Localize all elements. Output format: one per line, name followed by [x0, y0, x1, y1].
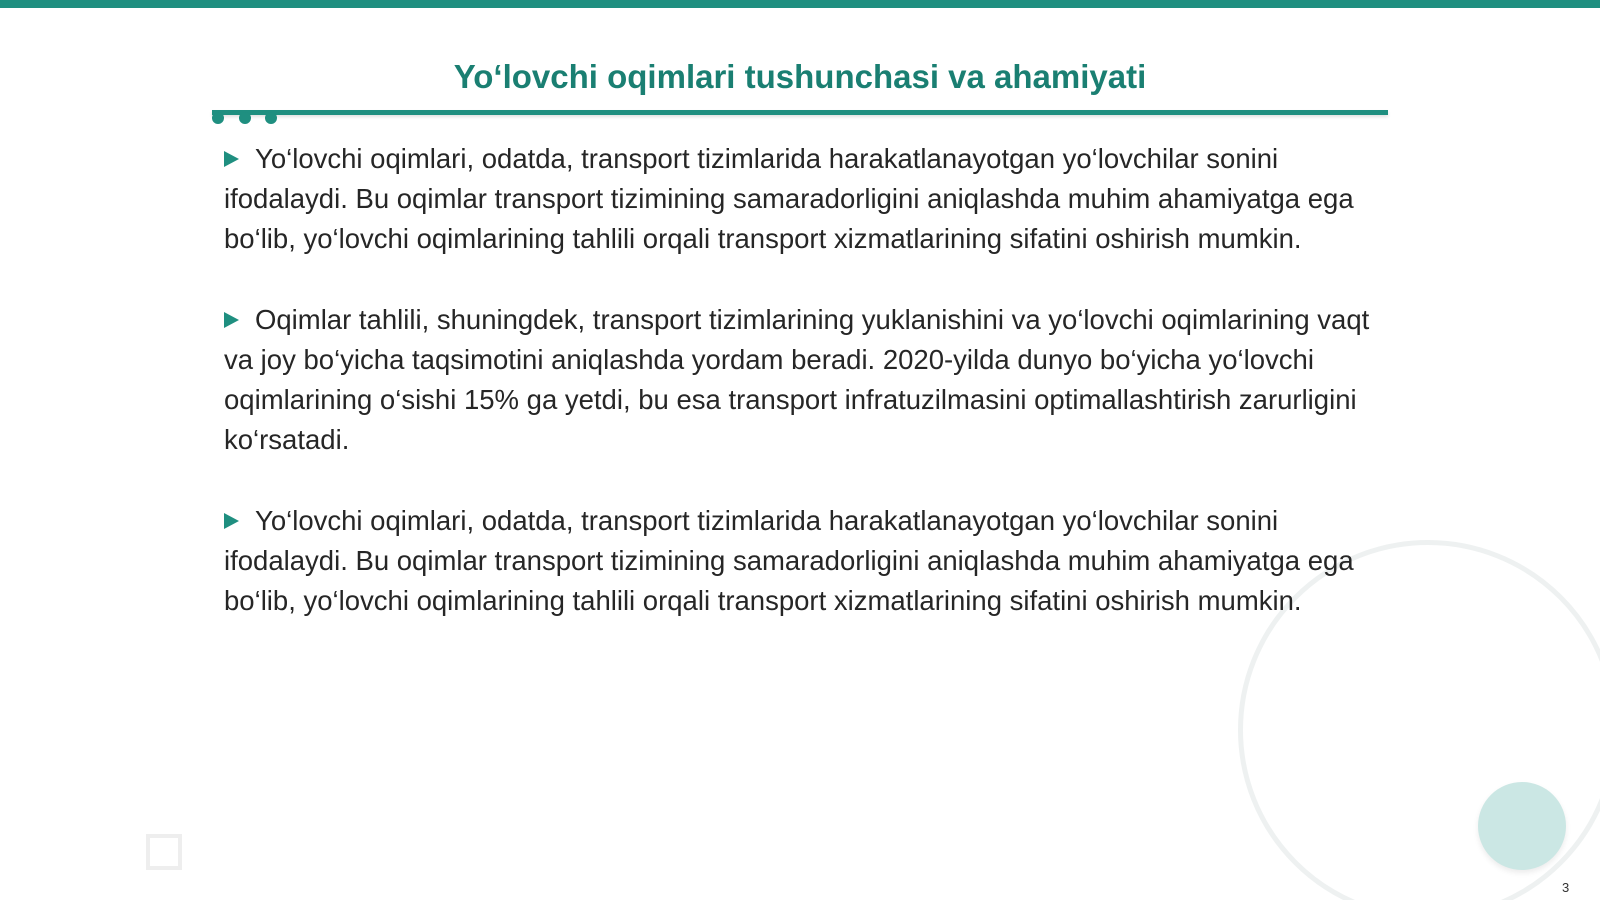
slide-title: Yo‘lovchi oqimlari tushunchasi va ahamiyati	[453, 58, 1147, 95]
bullet-item	[224, 139, 1374, 259]
triangle-right-icon	[224, 312, 239, 328]
underline-dot	[239, 112, 251, 124]
underline-dot	[265, 112, 277, 124]
bullet-text: Oqimlar tahlili, shuningdek, transport tizimlarining yuklanishini va yo‘lovchi oqimlarining vaqt va joy bo‘yicha taqsimotini aniqlashda yordam beradi. 2020-yilda dunyo bo‘yicha yo‘lovchi oqimlarining o‘sishi 15% ga yetdi, bu esa transport infratuzilmasini optimallashtirish zarurligini ko‘rsatadi.	[224, 304, 1370, 455]
top-accent-bar	[0, 0, 1600, 8]
decorative-square	[146, 834, 182, 870]
decorative-circle	[1478, 782, 1566, 870]
bullet-list	[224, 139, 1374, 662]
triangle-right-icon	[224, 151, 239, 167]
bullet-item	[224, 300, 1374, 460]
page-number: 3	[1562, 880, 1570, 895]
bullet-item	[224, 501, 1374, 621]
bullet-text: Yo‘lovchi oqimlari, odatda, transport tizimlarida harakatlanayotgan yo‘lovchilar sonini ifodalaydi. Bu oqimlar transport tizimining samaradorligini aniqlashda muhim ahamiyatga ega bo‘lib, yo‘lovchi oqimlarining tahlili orqali transport xizmatlarining sifatini oshirish mumkin.	[224, 505, 1354, 616]
bullet-text: Yo‘lovchi oqimlari, odatda, transport tizimlarida harakatlanayotgan yo‘lovchilar sonini ifodalaydi. Bu oqimlar transport tizimining samaradorligini aniqlashda muhim ahamiyatga ega bo‘lib, yo‘lovchi oqimlarining tahlili orqali transport xizmatlarining sifatini oshirish mumkin.	[224, 143, 1354, 254]
underline-dot	[212, 112, 224, 124]
title-underline	[212, 110, 1388, 115]
triangle-right-icon	[224, 513, 239, 529]
